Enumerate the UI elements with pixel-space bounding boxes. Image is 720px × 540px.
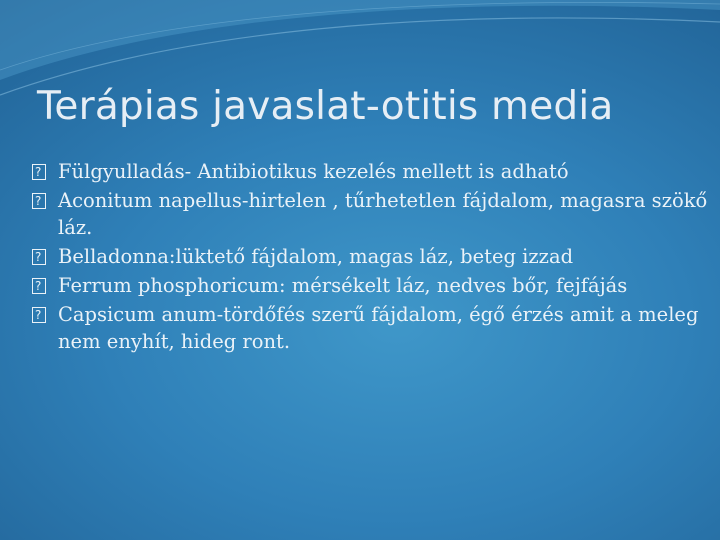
bullet-icon	[32, 164, 46, 180]
bullet-text: Capsicum anum-tördőfés szerű fájdalom, égő érzés amit a meleg nem enyhít, hideg ront.	[58, 303, 699, 353]
bullet-icon	[32, 278, 46, 294]
bullet-text: Belladonna:lüktető fájdalom, magas láz, beteg izzad	[58, 245, 574, 268]
bullet-icon	[32, 193, 46, 209]
slide-title: Terápias javaslat-otitis media	[37, 84, 614, 129]
list-item	[28, 158, 708, 185]
bullet-text: Ferrum phosphoricum: mérsékelt láz, nedves bőr, fejfájás	[58, 274, 628, 297]
bullet-text: Aconitum napellus-hirtelen , tűrhetetlen fájdalom, magasra szökő láz.	[58, 189, 708, 239]
list-item	[28, 243, 708, 270]
bullet-text: Fülgyulladás- Antibiotikus kezelés mellett is adható	[58, 160, 569, 183]
bullet-icon	[32, 249, 46, 265]
bullet-icon	[32, 307, 46, 323]
list-item	[28, 187, 708, 241]
list-item	[28, 272, 708, 299]
bullet-list	[28, 158, 708, 357]
list-item	[28, 301, 708, 355]
